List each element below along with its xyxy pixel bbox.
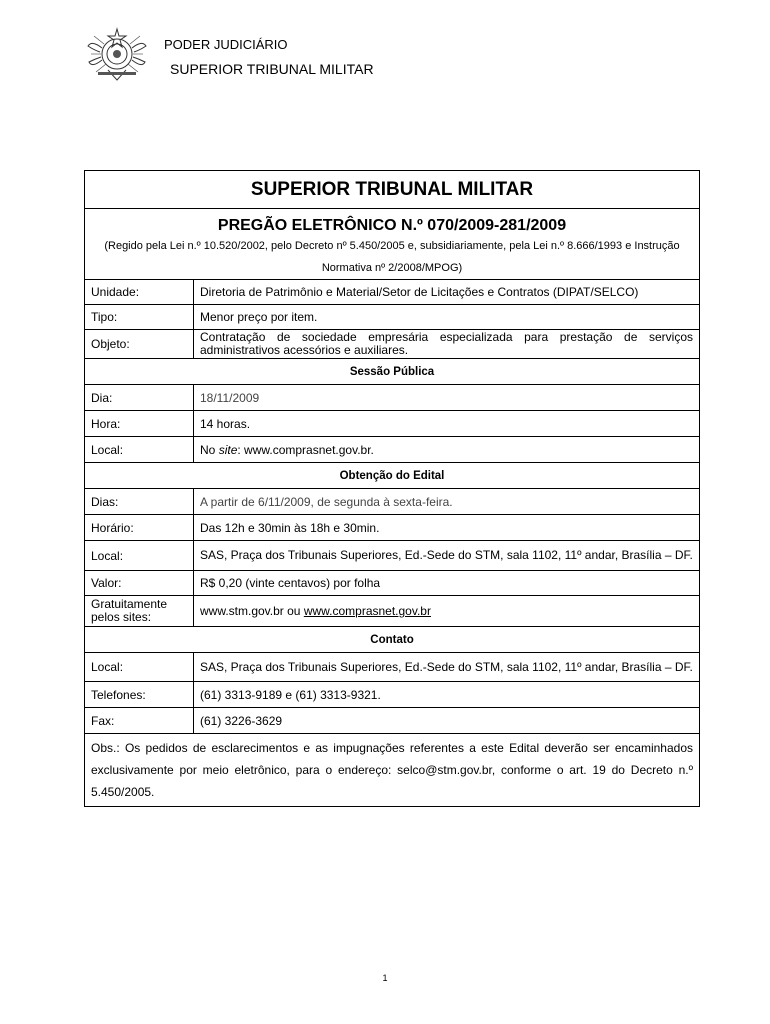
site-comprasnet-link[interactable]: www.comprasnet.gov.br <box>303 604 431 618</box>
value-objeto: Contratação de sociedade empresária especializada para prestação de serviços administrativos acessórios e auxiliares. <box>194 330 700 359</box>
label-valor: Valor: <box>85 571 194 596</box>
label-horario: Horário: <box>85 515 194 541</box>
local-suffix: : www.comprasnet.gov.br. <box>237 442 374 457</box>
label-fax: Fax: <box>85 708 194 734</box>
letterhead <box>86 26 486 86</box>
letterhead-line-1: PODER JUDICIÁRIO <box>164 37 288 52</box>
label-unidade: Unidade: <box>85 280 194 305</box>
value-local-sessao <box>194 437 700 463</box>
row-unidade <box>85 280 700 305</box>
label-local-contato: Local: <box>85 653 194 682</box>
observation-note: Obs.: Os pedidos de esclarecimentos e as impugnações referentes a este Edital deverão ser encaminhados exclusivamente por meio eletrônico, para o endereço: selco@stm.gov.br, conforme o art. 19 do Decreto n.º 5.450/2005. <box>85 734 700 807</box>
form-subtitle: PREGÃO ELETRÔNICO N.º 070/2009-281/2009 <box>85 209 700 236</box>
value-sites <box>194 596 700 627</box>
label-objeto: Objeto: <box>85 330 194 359</box>
row-horario <box>85 515 700 541</box>
local-prefix: No <box>200 442 219 457</box>
letterhead-line-2: SUPERIOR TRIBUNAL MILITAR <box>170 61 374 77</box>
row-local-sessao <box>85 437 700 463</box>
value-unidade: Diretoria de Patrimônio e Material/Setor de Licitações e Contratos (DIPAT/SELCO) <box>194 280 700 305</box>
row-local-contato <box>85 653 700 682</box>
form-title: SUPERIOR TRIBUNAL MILITAR <box>85 171 700 209</box>
value-hora: 14 horas. <box>194 411 700 437</box>
value-tipo: Menor preço por item. <box>194 305 700 330</box>
label-local-edital: Local: <box>85 541 194 571</box>
regulation-note: (Regido pela Lei n.º 10.520/2002, pelo Decreto nº 5.450/2005 e, subsidiariamente, pela Lei n.º 8.666/1993 e Instrução Normativa nº 2/2008/MPOG) <box>85 235 700 280</box>
label-tipo: Tipo: <box>85 305 194 330</box>
row-tipo <box>85 305 700 330</box>
value-fax: (61) 3226-3629 <box>194 708 700 734</box>
sites-separator: ou <box>283 604 304 618</box>
value-local-contato: SAS, Praça dos Tribunais Superiores, Ed.-Sede do STM, sala 1102, 11º andar, Brasília – DF. <box>194 653 700 682</box>
section-obtencao-edital: Obtenção do Edital <box>85 463 700 489</box>
row-fax <box>85 708 700 734</box>
section-sessao-publica: Sessão Pública <box>85 359 700 385</box>
row-objeto <box>85 330 700 359</box>
row-sites <box>85 596 700 627</box>
value-dia: 18/11/2009 <box>194 385 700 411</box>
row-local-edital <box>85 541 700 571</box>
edital-summary-table <box>84 170 700 807</box>
page-number: 1 <box>382 973 388 983</box>
row-dias <box>85 489 700 515</box>
value-valor: R$ 0,20 (vinte centavos) por folha <box>194 571 700 596</box>
label-dia: Dia: <box>85 385 194 411</box>
label-sites: Gratuitamente pelos sites: <box>85 596 194 627</box>
row-dia <box>85 385 700 411</box>
label-telefones: Telefones: <box>85 682 194 708</box>
section-contato: Contato <box>85 627 700 653</box>
label-local-sessao: Local: <box>85 437 194 463</box>
row-hora <box>85 411 700 437</box>
coat-of-arms-icon <box>86 26 148 82</box>
local-site-word: site <box>218 442 238 457</box>
label-dias: Dias: <box>85 489 194 515</box>
row-valor <box>85 571 700 596</box>
value-telefones: (61) 3313-9189 e (61) 3313-9321. <box>194 682 700 708</box>
value-horario: Das 12h e 30min às 18h e 30min. <box>194 515 700 541</box>
value-dias: A partir de 6/11/2009, de segunda à sexta-feira. <box>194 489 700 515</box>
value-local-edital: SAS, Praça dos Tribunais Superiores, Ed.-Sede do STM, sala 1102, 11º andar, Brasília – DF. <box>194 541 700 571</box>
site-stm-link[interactable]: www.stm.gov.br <box>200 604 284 618</box>
row-telefones <box>85 682 700 708</box>
label-hora: Hora: <box>85 411 194 437</box>
